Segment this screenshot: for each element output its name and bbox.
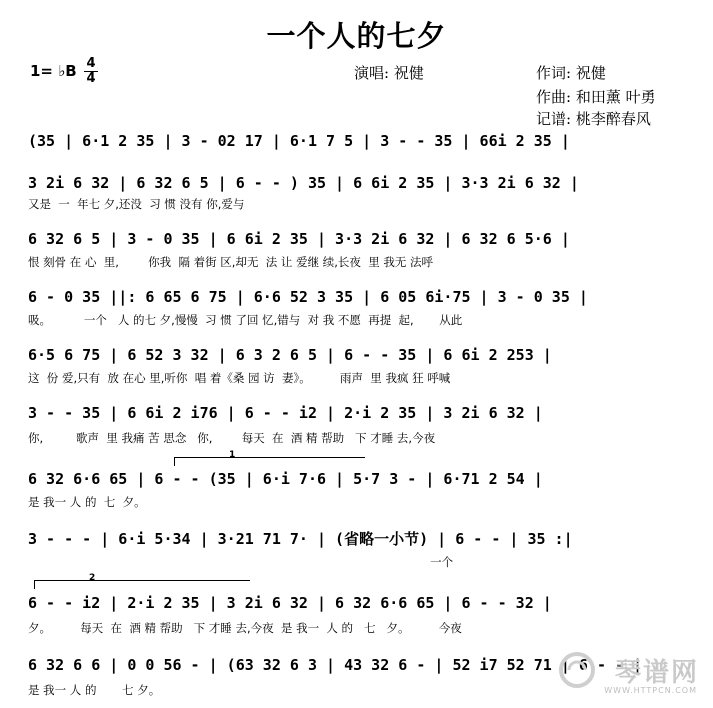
notation-row-8: 3 - - - | 6·i 5·34 | 3·21 71 7· | (省略一小节) | 6 - - | 35 :| (28, 530, 573, 548)
lyrics-row-10: 是 我一 人 的 七 夕。 (28, 683, 161, 697)
page-title: 一个人的七夕 (266, 19, 447, 53)
lyrics-row-5: 这 份 爱,只有 放 在心 里,听你 唱 着《桑 园 访 妻》。 雨声 里 我疯 狂 呼喊 (28, 371, 451, 385)
meter-numerator: 4 (86, 56, 96, 71)
notation-row-4: 6 - 0 35 ||: 6 65 6 75 | 6·6 52 3 35 | 6 05 6i·75 | 3 - 0 35 | (28, 288, 588, 306)
notation-row-6: 3 - - 35 | 6 6i 2 i76 | 6 - - i2 | 2·i 2 35 | 3 2i 6 32 | (28, 404, 543, 422)
time-signature (84, 58, 98, 85)
volta-1-bracket: 1 (174, 457, 365, 466)
transcriber-credit: 记谱: 桃李醉春风 (536, 110, 651, 128)
composer-credit: 作曲: 和田薰 叶勇 (536, 88, 656, 106)
volta-2-bracket: 2 (34, 580, 250, 589)
notation-row-3: 6 32 6 5 | 3 - 0 35 | 6 6i 2 35 | 3·3 2i 6 32 | 6 32 6 5·6 | (28, 230, 570, 248)
lyrics-row-8: 一个 (28, 555, 454, 569)
notation-row-10: 6 32 6 6 | 0 0 56 - | (63 32 6 3 | 43 32 6 - | 52 i7 52 71 | 6 - - | (28, 656, 643, 674)
notation-row-5: 6·5 6 75 | 6 52 3 32 | 6 3 2 6 5 | 6 - - 35 | 6 6i 2 253 | (28, 346, 552, 364)
lyrics-row-7: 是 我一 人 的 七 夕。 (28, 495, 146, 509)
notation-row-9: 6 - - i2 | 2·i 2 35 | 3 2i 6 32 | 6 32 6·6 65 | 6 - - 32 | (28, 594, 552, 612)
notation-row-7: 6 32 6·6 65 | 6 - - (35 | 6·i 7·6 | 5·7 3 - | 6·71 2 54 | (28, 470, 543, 488)
lyrics-row-6: 你, 歌声 里 我痛 苦 思念 你, 每天 在 酒 精 帮助 下 才睡 去,今夜 (28, 431, 436, 445)
notation-row-2: 3 2i 6 32 | 6 32 6 5 | 6 - - ) 35 | 6 6i 2 35 | 3·3 2i 6 32 | (28, 174, 579, 192)
lyricist-credit: 作词: 祝健 (536, 64, 606, 82)
lyrics-row-9: 夕。 每天 在 酒 精 帮助 下 才睡 去,今夜 是 我一 人 的 七 夕。 今夜 (28, 621, 462, 635)
key-signature: 1= ♭B (30, 62, 77, 80)
watermark-url: WWW.HTTPCN.COM (604, 686, 697, 695)
lyrics-row-1 (28, 154, 698, 170)
watermark-text: 琴谱网 (614, 658, 699, 688)
lyrics-row-2: 又是 一 年七 夕,还没 习 惯 没有 你,爱与 (28, 197, 245, 211)
meter-denominator: 4 (86, 71, 96, 86)
lyrics-row-4: 吸。 一个 人 的七 夕,慢慢 习 惯 了回 忆,错与 对 我 不愿 再提 起, 从此 (28, 313, 463, 327)
singer-credit: 演唱: 祝健 (354, 64, 424, 82)
lyrics-row-3: 恨 刻骨 在 心 里, 你我 隔 着街 区,却无 法 让 爱继 续,长夜 里 我无 法呼 (28, 255, 434, 269)
notation-row-1: (35 | 6·1 2 35 | 3 - 02 17 | 6·1 7 5 | 3 - - 35 | 66i 2 35 | (28, 132, 570, 150)
